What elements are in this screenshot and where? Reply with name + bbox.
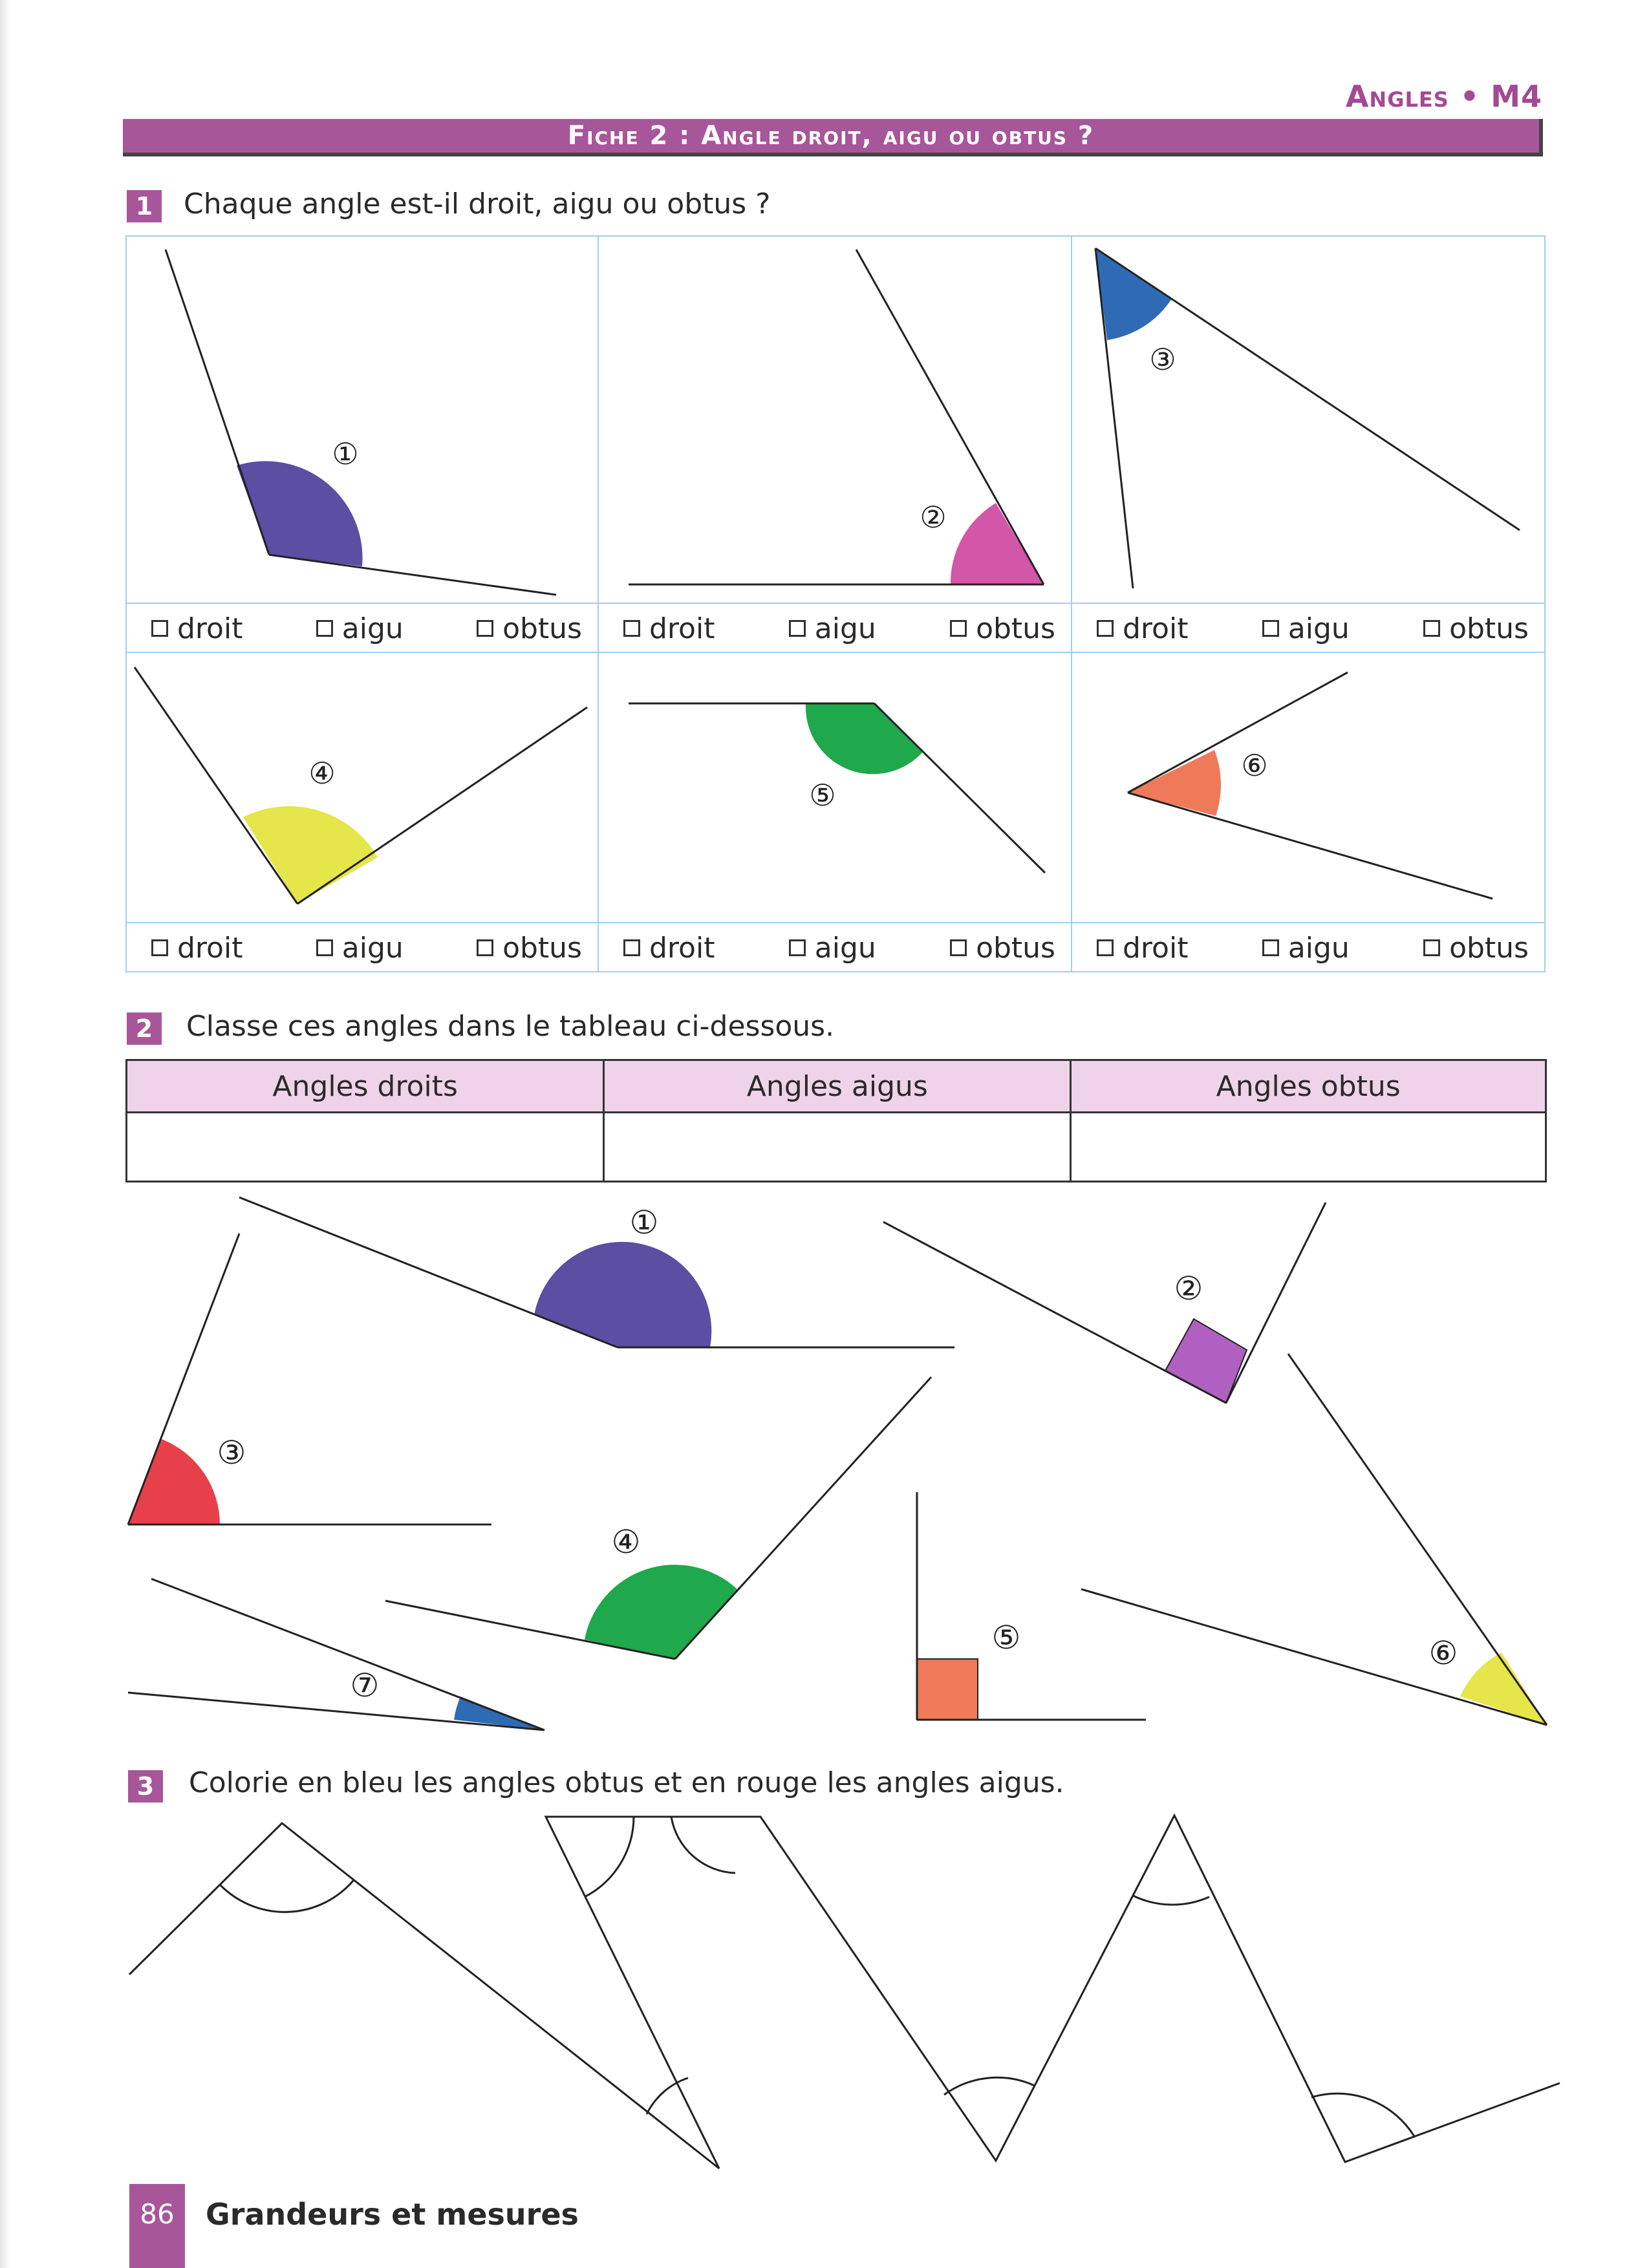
- exercise-2-instruction: Classe ces angles dans le tableau ci-dessous.: [186, 1010, 835, 1043]
- option-obtus[interactable]: obtus: [477, 932, 582, 965]
- option-obtus[interactable]: obtus: [1423, 612, 1529, 645]
- checkbox[interactable]: [1423, 939, 1440, 956]
- options-angle-6: [1072, 923, 1544, 972]
- ex2-angle-2-marker: ②: [1174, 1270, 1203, 1307]
- option-droit[interactable]: droit: [623, 612, 715, 645]
- ex2-angle-2-ray: [883, 1222, 1226, 1403]
- option-obtus[interactable]: obtus: [477, 612, 582, 645]
- angle-4-ray: [135, 667, 297, 904]
- arc-angle-c: [585, 1817, 634, 1897]
- angle-1-ray: [269, 555, 556, 595]
- exercise-3-zigzag-figure: [0, 1797, 1649, 2185]
- arc-angle-f: [1133, 1896, 1209, 1905]
- angle-5-marker: ⑤: [809, 778, 836, 813]
- option-aigu[interactable]: aigu: [789, 612, 876, 645]
- checkbox[interactable]: [623, 620, 640, 637]
- option-droit[interactable]: droit: [1097, 612, 1188, 645]
- answer-cell-obtus[interactable]: [1071, 1113, 1546, 1182]
- exercise-3-number: 3: [128, 1770, 163, 1803]
- ex2-angle-4-marker: ④: [611, 1523, 641, 1561]
- section-label: Angles • M4: [1345, 79, 1542, 114]
- ex2-angle-6-marker: ⑥: [1428, 1634, 1458, 1672]
- angle-3-marker: ③: [1149, 342, 1176, 377]
- ex2-angle-6-ray: [1081, 1589, 1547, 1725]
- ex2-angle-1-marker: ①: [629, 1204, 659, 1241]
- option-aigu[interactable]: aigu: [1262, 612, 1350, 645]
- checkbox[interactable]: [316, 620, 333, 637]
- angle-6-marker: ⑥: [1241, 748, 1268, 783]
- checkbox[interactable]: [1423, 620, 1440, 637]
- exercise-2-angle-drawings: [0, 1190, 1649, 1746]
- arc-angle-e: [944, 2077, 1035, 2095]
- exercise-1-instruction: Chaque angle est-il droit, aigu ou obtus ?: [184, 187, 771, 220]
- options-angle-2: [599, 604, 1071, 653]
- checkbox[interactable]: [477, 620, 493, 637]
- option-droit[interactable]: droit: [1097, 932, 1188, 965]
- checkbox[interactable]: [1097, 620, 1114, 637]
- angle-2-ray: [856, 250, 1044, 584]
- option-aigu[interactable]: aigu: [789, 932, 876, 965]
- angle-5-ray: [874, 703, 1045, 873]
- checkbox[interactable]: [1262, 620, 1279, 637]
- column-header-droits: Angles droits: [127, 1060, 604, 1113]
- ex2-angle-4-ray: [675, 1377, 931, 1659]
- angle-6-ray: [1128, 793, 1493, 899]
- options-angle-1: [127, 604, 598, 653]
- checkbox[interactable]: [789, 620, 806, 637]
- ex2-angle-1-fill: [534, 1242, 711, 1347]
- arc-angle-d: [671, 1817, 735, 1873]
- ex2-angle-7-ray: [151, 1579, 544, 1730]
- checkbox[interactable]: [151, 939, 168, 956]
- option-aigu[interactable]: aigu: [1262, 932, 1350, 965]
- option-aigu[interactable]: aigu: [316, 932, 404, 965]
- option-droit[interactable]: droit: [151, 612, 242, 645]
- options-angle-4: [127, 923, 598, 972]
- checkbox[interactable]: [151, 620, 168, 637]
- checkbox[interactable]: [316, 939, 333, 956]
- angle-1-ray: [166, 250, 269, 555]
- angle-4-marker: ④: [308, 756, 336, 791]
- checkbox[interactable]: [477, 939, 493, 956]
- option-aigu[interactable]: aigu: [316, 612, 404, 645]
- angle-1-marker: ①: [332, 436, 359, 471]
- ex2-angle-5-fill: [917, 1659, 978, 1720]
- ex2-angle-3-fill: [128, 1439, 220, 1524]
- options-angle-3: [1072, 604, 1544, 653]
- option-droit[interactable]: droit: [623, 932, 715, 965]
- angle-6-ray: [1128, 672, 1348, 793]
- checkbox[interactable]: [950, 620, 967, 637]
- column-header-obtus: Angles obtus: [1071, 1060, 1546, 1113]
- fiche-title: Fiche 2 : Angle droit, aigu ou obtus ?: [123, 119, 1543, 156]
- option-obtus[interactable]: obtus: [950, 612, 1055, 645]
- ex2-angle-6-ray: [1288, 1354, 1547, 1725]
- exercise-2-number: 2: [127, 1012, 162, 1045]
- page-number: 86: [129, 2184, 185, 2268]
- zigzag-polyline: [129, 1815, 1560, 2168]
- options-angle-5: [599, 923, 1071, 972]
- angle-2-fill: [951, 503, 1044, 584]
- option-obtus[interactable]: obtus: [950, 932, 1055, 965]
- ex2-angle-3-marker: ③: [217, 1434, 246, 1471]
- classification-table: [125, 1059, 1547, 1182]
- option-obtus[interactable]: obtus: [1423, 932, 1529, 965]
- footer-section-title: Grandeurs et mesures: [206, 2197, 579, 2232]
- checkbox[interactable]: [623, 939, 640, 956]
- exercise-1-grid: [125, 235, 1546, 972]
- ex2-angle-7-marker: ⑦: [350, 1667, 380, 1704]
- checkbox[interactable]: [950, 939, 967, 956]
- angle-2-marker: ②: [920, 500, 947, 535]
- ex2-angle-2-fill: [1165, 1319, 1247, 1403]
- arc-angle-b: [647, 2078, 688, 2114]
- checkbox[interactable]: [1097, 939, 1114, 956]
- arc-angle-a: [220, 1880, 354, 1912]
- checkbox[interactable]: [1262, 939, 1279, 956]
- answer-cell-droits[interactable]: [127, 1113, 604, 1182]
- ex2-angle-2-ray: [1226, 1203, 1326, 1403]
- arc-angle-g: [1311, 2093, 1415, 2137]
- exercise-1-number: 1: [127, 190, 162, 222]
- column-header-aigus: Angles aigus: [604, 1060, 1071, 1113]
- answer-cell-aigus[interactable]: [604, 1113, 1071, 1182]
- ex2-angle-5-marker: ⑤: [991, 1619, 1021, 1656]
- angle-3-ray: [1095, 248, 1520, 530]
- angle-4-ray: [297, 707, 587, 904]
- checkbox[interactable]: [789, 939, 806, 956]
- option-droit[interactable]: droit: [151, 932, 242, 965]
- exercise-3-instruction: Colorie en bleu les angles obtus et en rouge les angles aigus.: [189, 1766, 1064, 1799]
- angle-5-fill: [806, 703, 923, 774]
- angle-3-fill: [1095, 248, 1172, 340]
